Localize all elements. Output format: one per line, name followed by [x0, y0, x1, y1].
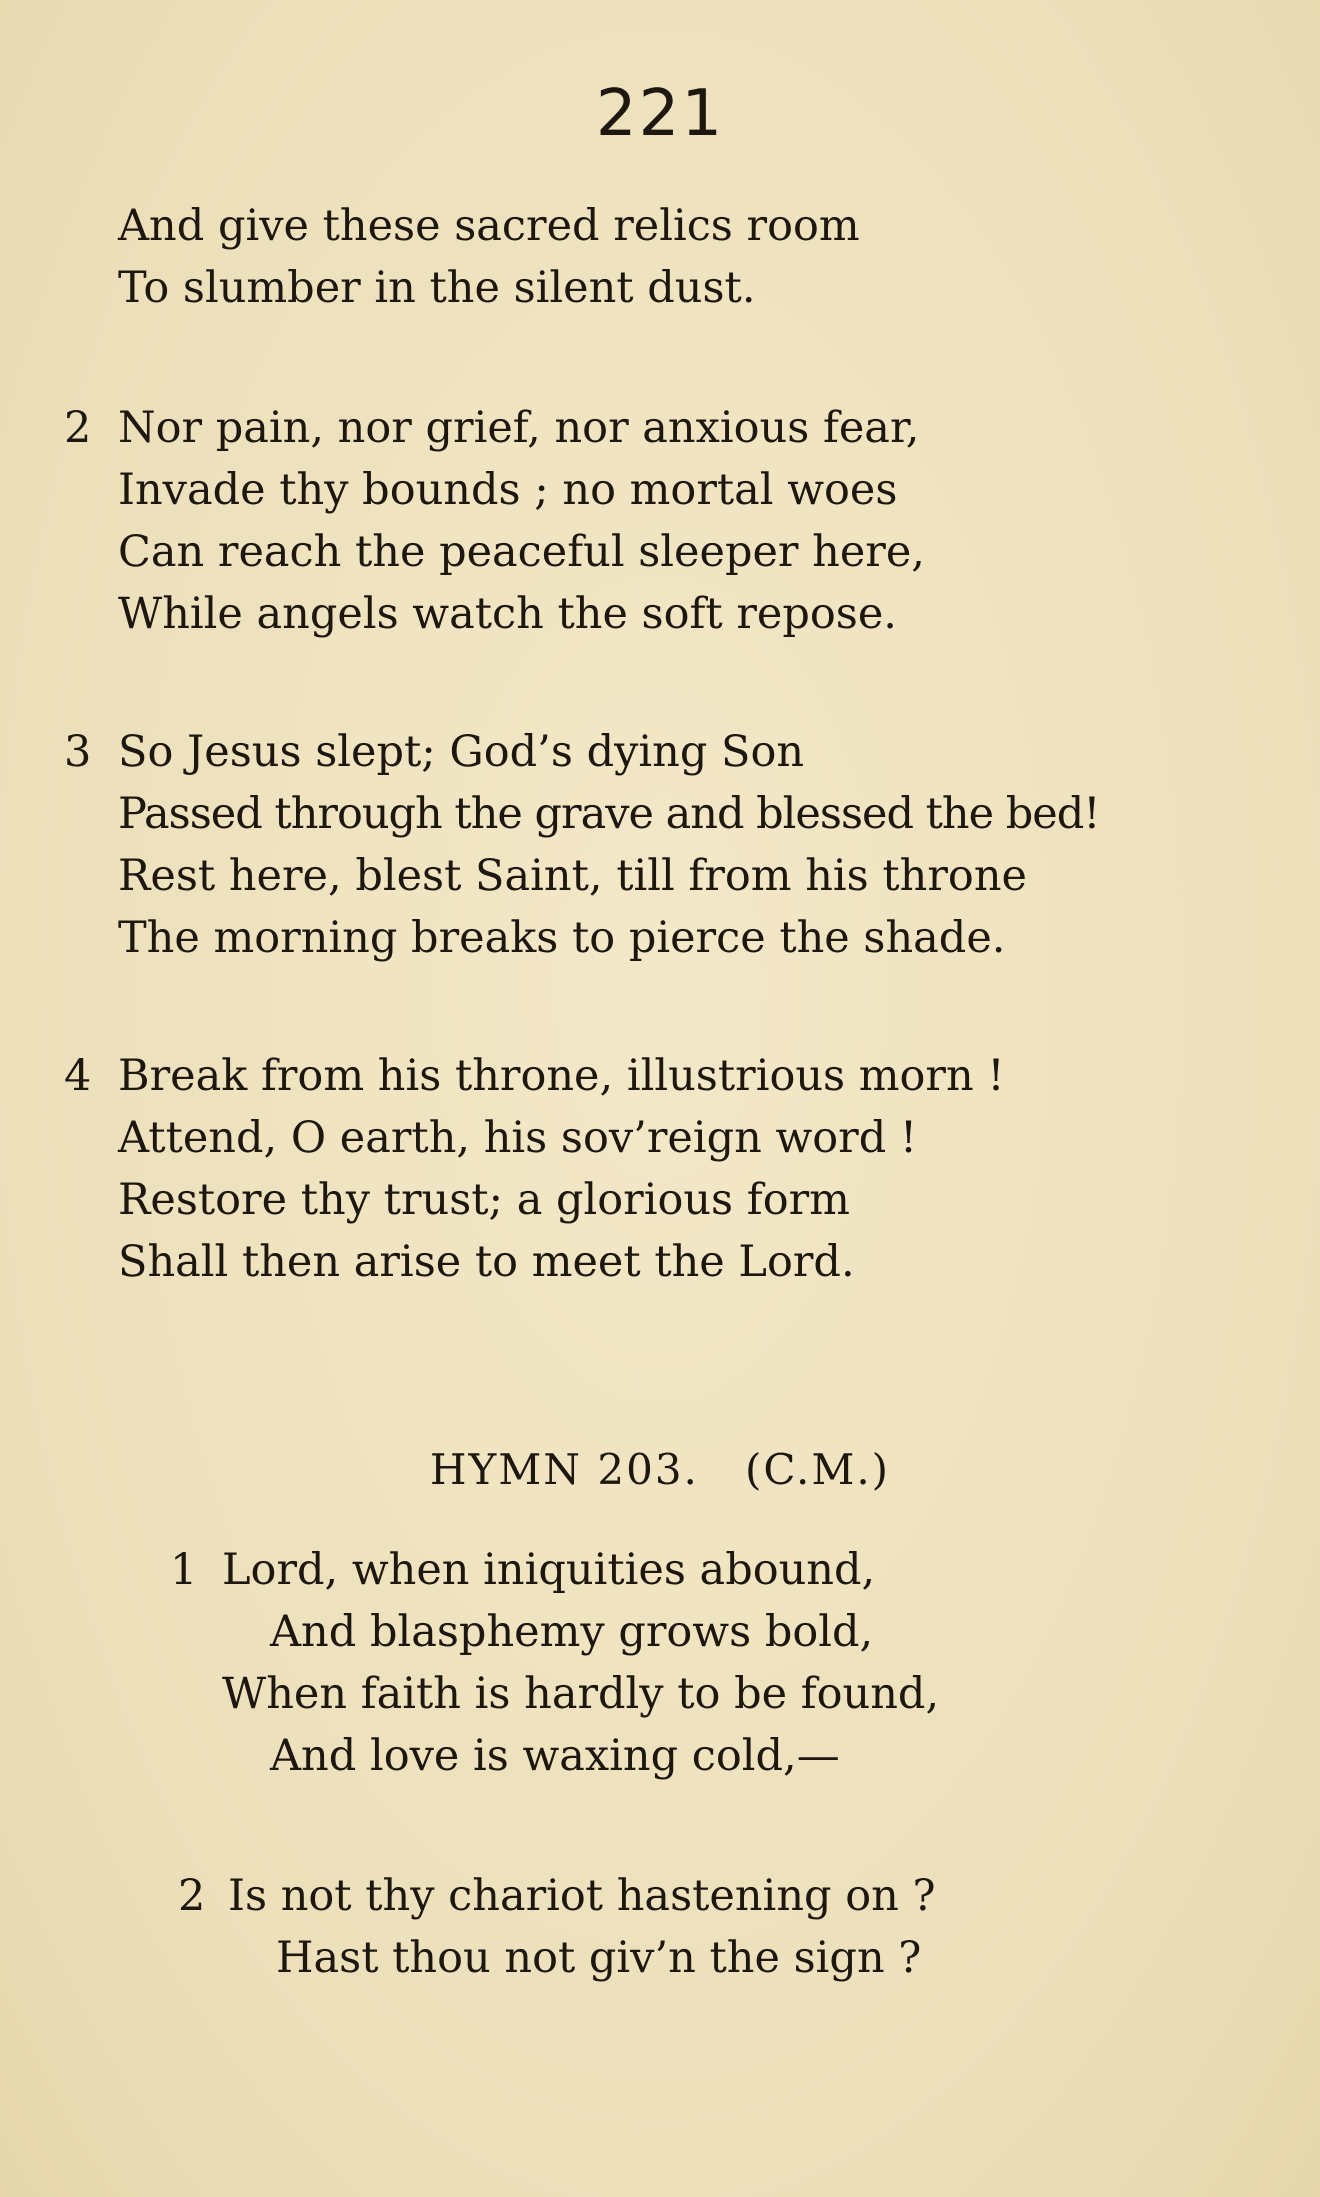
verse-line: Attend, O earth, his sov’reign word !: [118, 1113, 918, 1163]
verse-line: So Jesus slept; God’s dying Son: [118, 727, 805, 777]
verse-line: The morning breaks to pierce the shade.: [118, 913, 1006, 963]
hymn-title: HYMN 203. (C.M.): [429, 1445, 891, 1494]
verse-number: 2: [64, 403, 92, 453]
verse-line: Passed through the grave and blessed the bed!: [118, 789, 1100, 839]
verse-line: And blasphemy grows bold,: [270, 1607, 874, 1657]
page-number: 221: [595, 77, 725, 151]
verse-line: Restore thy trust; a glorious form: [118, 1175, 850, 1225]
verse-line: Lord, when iniquities abound,: [222, 1545, 876, 1595]
verse-number: 4: [64, 1051, 92, 1101]
verse-line: Nor pain, nor grief, nor anxious fear,: [118, 403, 920, 453]
verse-line: While angels watch the soft repose.: [118, 589, 897, 639]
verse-number: 3: [64, 727, 92, 777]
verse-line: When faith is hardly to be found,: [222, 1669, 940, 1719]
verse-number: 1: [170, 1545, 198, 1595]
verse-line: And love is waxing cold,—: [270, 1731, 840, 1781]
verse-line: Is not thy chariot hastening on ?: [228, 1871, 936, 1921]
verse-line: Break from his throne, illustrious morn !: [118, 1051, 1005, 1101]
verse-line: Shall then arise to meet the Lord.: [118, 1237, 855, 1287]
verse-line: Can reach the peaceful sleeper here,: [118, 527, 925, 577]
verse-number: 2: [178, 1871, 206, 1921]
verse-line: And give these sacred relics room: [118, 201, 860, 251]
verse-line: Hast thou not giv’n the sign ?: [276, 1933, 922, 1983]
verse-line: To slumber in the silent dust.: [118, 263, 756, 313]
verse-line: Invade thy bounds ; no mortal woes: [118, 465, 898, 515]
verse-line: Rest here, blest Saint, till from his throne: [118, 851, 1027, 901]
